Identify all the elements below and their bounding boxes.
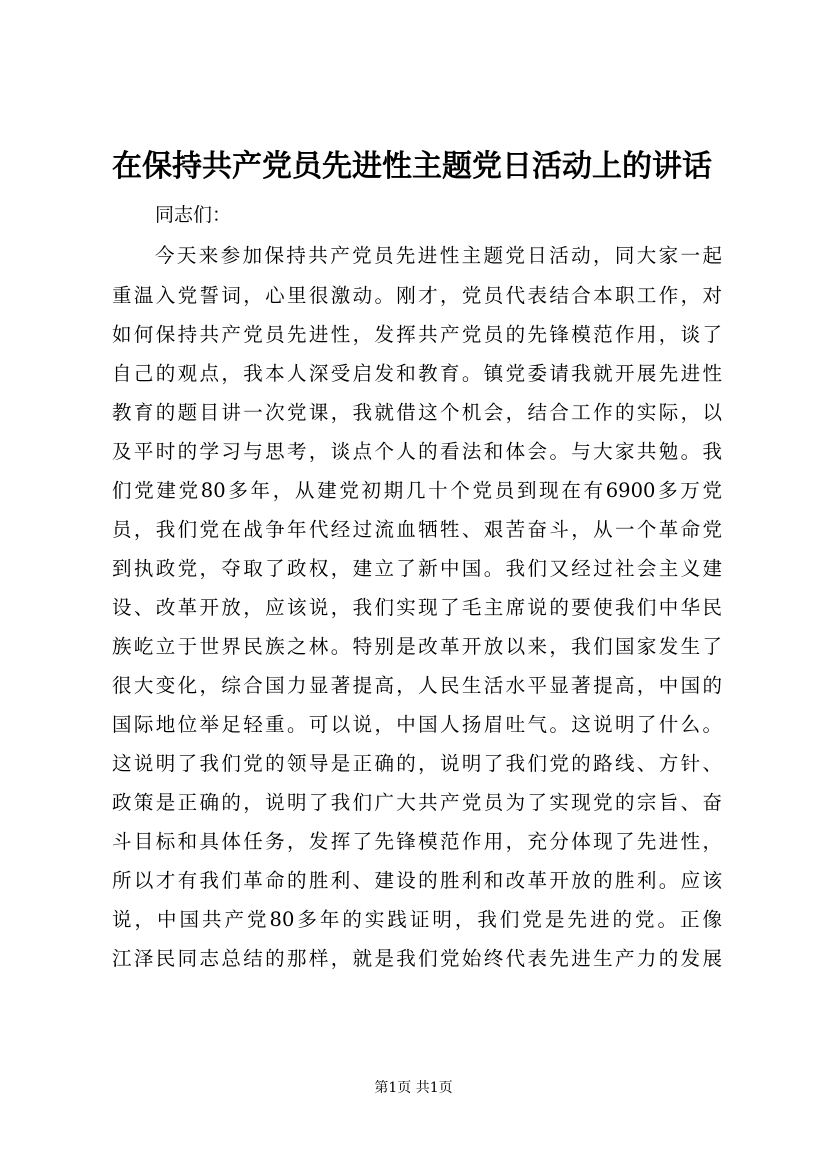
body-line: 族屹立于世界民族之林。特别是改革开放以来，我们国家发生了 [112, 635, 722, 658]
body-line: 及平时的学习与思考，谈点个人的看法和体会。与大家共勉。我 [112, 440, 722, 463]
body-line: 到执政党，夺取了政权，建立了新中国。我们又经过社会主义建 [112, 557, 722, 580]
document-title: 在保持共产党员先进性主题党日活动上的讲话 [112, 149, 712, 184]
body-line: 今天来参加保持共产党员先进性主题党日活动，同大家一起 [155, 244, 722, 267]
body-line: 教育的题目讲一次党课，我就借这个机会，结合工作的实际，以 [112, 401, 722, 424]
body-line: 重温入党誓词，心里很激动。刚才，党员代表结合本职工作，对 [112, 284, 722, 307]
body-line: 这说明了我们党的领导是正确的，说明了我们党的路线、方针、 [112, 752, 722, 775]
body-line: 国际地位举足轻重。可以说，中国人扬眉吐气。这说明了什么。 [112, 713, 722, 736]
body-line: 员，我们党在战争年代经过流血牺牲、艰苦奋斗，从一个革命党 [112, 518, 722, 541]
salutation: 同志们： [155, 204, 232, 226]
body-line: 们党建党80多年，从建党初期几十个党员到现在有6900多万党 [112, 479, 722, 502]
body-line: 设、改革开放，应该说，我们实现了毛主席说的要使我们中华民 [112, 596, 722, 619]
body-line: 政策是正确的，说明了我们广大共产党员为了实现党的宗旨、奋 [112, 791, 722, 814]
body-line: 斗目标和具体任务，发挥了先锋模范作用，充分体现了先进性， [112, 830, 722, 853]
body-line: 所以才有我们革命的胜利、建设的胜利和改革开放的胜利。应该 [112, 869, 722, 892]
body-line: 江泽民同志总结的那样，就是我们党始终代表先进生产力的发展 [112, 947, 722, 970]
page-number-footer: 第1页 共1页 [374, 1080, 453, 1096]
body-line: 很大变化，综合国力显著提高，人民生活水平显著提高，中国的 [112, 674, 722, 697]
body-line: 自己的观点，我本人深受启发和教育。镇党委请我就开展先进性 [112, 362, 722, 385]
body-line: 如何保持共产党员先进性，发挥共产党员的先锋模范作用，谈了 [112, 323, 722, 346]
body-line: 说，中国共产党80多年的实践证明，我们党是先进的党。正像 [112, 908, 722, 931]
